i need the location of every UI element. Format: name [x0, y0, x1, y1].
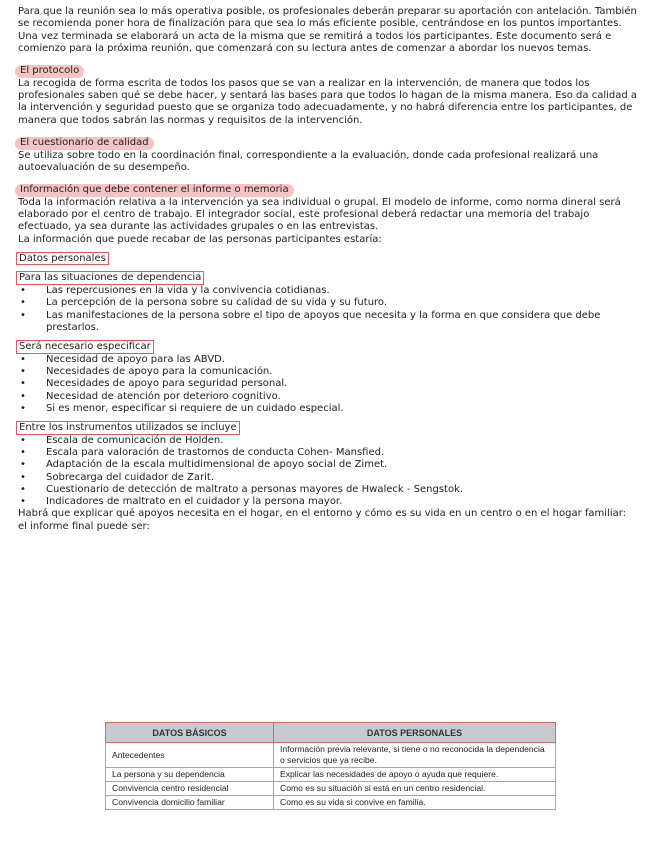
intro-paragraph-2: Una vez terminada se elaborará un acta de la misma que se remitirá a todos los participantes. Este documento será e comienzo para la próxima reunión, que comenzará con su lectura antes de comenzar a abordar los nuevos temas.: [18, 30, 612, 54]
label-datos-personales: Datos personales: [16, 252, 109, 266]
list-item: • Necesidades de apoyo para la comunicación.: [20, 365, 273, 377]
section-title-protocolo: El protocolo: [15, 65, 84, 78]
section-title-cuestionario: El cuestionario de calidad: [15, 137, 154, 150]
list-item: • Escala para valoración de trastornos de conducta Cohen- Mansfied.: [20, 446, 385, 458]
list-item: • Adaptación de la escala multidimensional de apoyo social de Zimet.: [20, 459, 388, 471]
informe-line: La información que puede recabar de las personas participantes estaría:: [18, 233, 382, 245]
table-cell: Convivencia domicilio familiar: [106, 796, 274, 810]
table-row: [106, 743, 556, 768]
list-instrumentos: [18, 435, 638, 509]
list-item: • Escala de comunicación de Holden.: [20, 434, 224, 446]
table-row: [106, 796, 556, 810]
datos-table: [105, 722, 556, 810]
list-item: • Las manifestaciones de la persona sobre el tipo de apoyos que necesita y la forma en que considera que debe prestarlos.: [20, 309, 601, 333]
table-cell: La persona y su dependencia: [106, 768, 274, 782]
list-item: • Necesidad de atención por deterioro cognitivo.: [20, 390, 281, 402]
table-cell: Como es su vida si convive en familia.: [274, 796, 556, 810]
section-title-informe: Información que debe contener el informe o memoria: [15, 184, 294, 197]
list-item: • La percepción de la persona sobre su calidad de su vida y su futuro.: [20, 297, 388, 309]
closing-text: Habrá que explicar qué apoyos necesita en el hogar, en el entorno y cómo es su vida en un centro o en el hogar familiar: el informe final puede ser:: [18, 508, 627, 532]
table-cell: Antecedentes: [106, 743, 274, 768]
label-instrumentos: Entre los instrumentos utilizados se incluye: [16, 421, 240, 435]
table-cell: Convivencia centro residencial: [106, 782, 274, 796]
cuestionario-text: Se utiliza sobre todo en la coordinación final, correspondiente a la evaluación, donde cada profesional realizará una autoevaluación de su desempeño.: [18, 149, 599, 173]
list-item: • Necesidades de apoyo para seguridad personal.: [20, 378, 288, 390]
list-especificar: [18, 354, 638, 415]
table-cell: Como es su situación si está en un centro residencial.: [274, 782, 556, 796]
table-cell: Información previa relevante, si tiene o no reconocida la dependencia o servicios que ya recibe.: [274, 743, 556, 768]
table-cell: Explicar las necesidades de apoyo o ayuda que requiere.: [274, 768, 556, 782]
list-item: • Las repercusiones en la vida y la convivencia cotidianas.: [20, 284, 330, 296]
intro-paragraph-1: Para que la reunión sea lo más operativa posible, os profesionales deberán preparar su aportación con antelación. También se recomienda poner hora de finalización para que sea lo más eficiente posible, centrándose en los puntos importantes.: [18, 6, 637, 30]
table-header: DATOS BÁSICOS: [106, 723, 274, 743]
label-especificar: Será necesario especificar: [16, 340, 154, 354]
list-dependencia: [18, 285, 638, 334]
list-item: • Cuestionario de detección de maltrato a personas mayores de Hwaleck - Sengstok.: [20, 483, 464, 495]
list-item: • Sobrecarga del cuidador de Zarit.: [20, 471, 215, 483]
table-row: [106, 768, 556, 782]
list-item: • Si es menor, especificar si requiere de un cuidado especial.: [20, 402, 344, 414]
table-header: DATOS PERSONALES: [274, 723, 556, 743]
document-body: [18, 6, 638, 533]
list-item: • Necesidad de apoyo para las ABVD.: [20, 353, 226, 365]
table-row: [106, 782, 556, 796]
protocolo-text: La recogida de forma escrita de todos los pasos que se van a realizar en la intervención, de manera que todos los profesionales saben qué se debe hacer, y sentará las bases para que todos lo hagan de la misma manera. Eso da calidad a la intervención y seguridad puesto que se organiza todo adecuadamente, y no habrá diferencia entre los participantes, de manera que todos sabrán las normas y requisitos de la intervención.: [18, 77, 638, 126]
list-item: • Indicadores de maltrato en el cuidador y la persona mayor.: [20, 496, 343, 508]
label-dependencia: Para las situaciones de dependencia: [16, 271, 204, 285]
informe-text: Toda la información relativa a la intervención ya sea individual o grupal. El modelo de informe, como norma dineral será elaborado por el centro de trabajo. El integrador social, este profesional deberá redactar una memoria del trabajo efectuado, ya sea durante las actividades grupales o en las entrevistas.: [18, 196, 621, 233]
